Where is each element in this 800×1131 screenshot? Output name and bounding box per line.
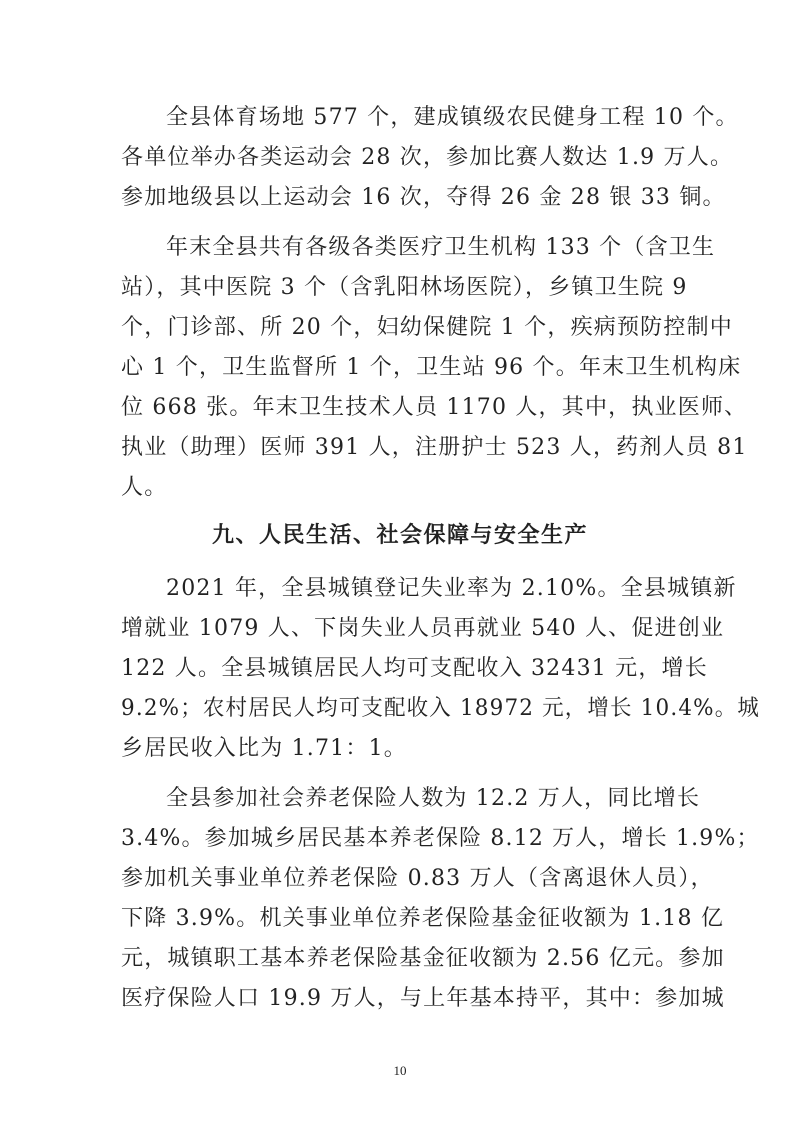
paragraph-4-line-2: 3.4%。参加城乡居民基本养老保险 8.12 万人，增长 1.9%； <box>121 826 760 851</box>
paragraph-1-line-3: 参加地级县以上运动会 16 次，夺得 26 金 28 银 33 铜。 <box>121 185 726 210</box>
paragraph-2-line-1: 年末全县共有各级各类医疗卫生机构 133 个（含卫生 <box>166 235 716 260</box>
paragraph-2-line-7: 人。 <box>121 475 168 500</box>
paragraph-2-line-6: 执业（助理）医师 391 人，注册护士 523 人，药剂人员 81 <box>121 435 748 460</box>
page-number: 10 <box>393 1063 407 1078</box>
paragraph-2-line-5: 位 668 张。年末卫生技术人员 1170 人，其中，执业医师、 <box>121 395 748 420</box>
paragraph-3-line-4: 9.2%；农村居民人均可支配收入 18972 元，增长 10.4%。城 <box>121 696 761 721</box>
paragraph-3-line-1: 2021 年，全县城镇登记失业率为 2.10%。全县城镇新 <box>166 576 737 601</box>
paragraph-2-line-3: 个，门诊部、所 20 个，妇幼保健院 1 个，疾病预防控制中 <box>121 315 733 340</box>
paragraph-2-line-2: 站），其中医院 3 个（含乳阳林场医院），乡镇卫生院 9 <box>121 275 688 300</box>
paragraph-4-line-4: 下降 3.9%。机关事业单位养老保险基金征收额为 1.18 亿 <box>121 906 725 931</box>
paragraph-3-line-3: 122 人。全县城镇居民人均可支配收入 32431 元，增长 <box>121 656 708 681</box>
paragraph-2-line-4: 心 1 个，卫生监督所 1 个，卫生站 96 个。年末卫生机构床 <box>121 355 742 380</box>
section-heading: 九、人民生活、社会保障与安全生产 <box>211 523 588 548</box>
paragraph-4-line-1: 全县参加社会养老保险人数为 12.2 万人，同比增长 <box>166 786 701 811</box>
paragraph-3-line-5: 乡居民收入比为 1.71：1。 <box>121 736 407 761</box>
paragraph-1-line-1: 全县体育场地 577 个，建成镇级农民健身工程 10 个。 <box>166 105 739 130</box>
paragraph-3-line-2: 增就业 1079 人、下岗失业人员再就业 540 人、促进创业 <box>121 616 725 641</box>
paragraph-4-line-5: 元，城镇职工基本养老保险基金征收额为 2.56 亿元。参加 <box>121 946 725 971</box>
paragraph-4-line-3: 参加机关事业单位养老保险 0.83 万人（含离退休人员）， <box>121 866 714 891</box>
paragraph-1-line-2: 各单位举办各类运动会 28 次，参加比赛人数达 1.9 万人。 <box>121 145 734 170</box>
paragraph-4-line-6: 医疗保险人口 19.9 万人，与上年基本持平，其中：参加城 <box>121 986 725 1011</box>
